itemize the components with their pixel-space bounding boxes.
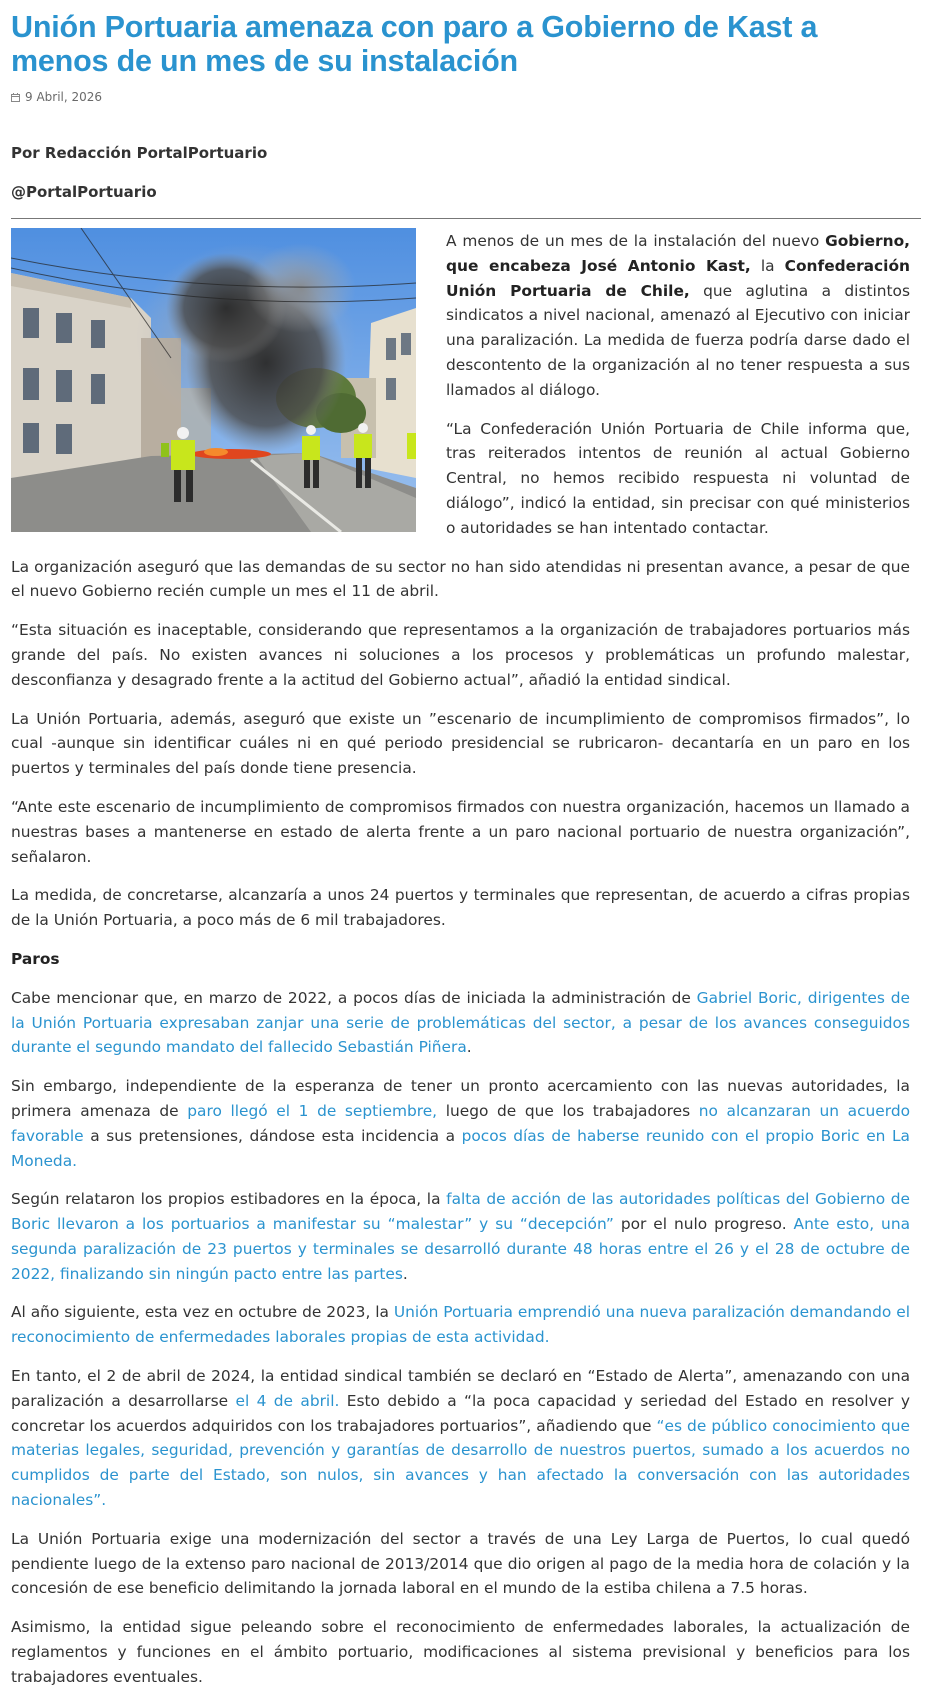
public-knowledge-quote-link[interactable]: “es de público conocimiento que materias legales, seguridad, prevención y garantías de desarrollo de nuestros puertos, sumado a los acuerdos no cumplidos de parte del Estado, son nulos, sin avances y han afectado la conversación con las autoridades nacionales”. <box>11 1416 911 1510</box>
paragraph-13: La Unión Portuaria exige una modernización del sector a través de una Ley Larga de Puertos, lo cual quedó pendiente luego de la extenso paro nacional de 2013/2014 que dio origen al pago de la media hora de colación y la concesión de ese beneficio delimitando la jornada laboral en el mundo de la estiba chilena a 7.5 horas. <box>11 1529 910 1598</box>
article-body <box>11 219 910 1690</box>
paragraph-10: Según relataron los propios estibadores en la época, la falta de acción de las autoridades políticas del Gobierno de Boric llevaron a los portuarios a manifestar su “malestar” y su “decepción” por el nulo progreso. Ante esto, una segunda paralización de 23 puertos y terminales se desarrolló durante 48 horas entre el 26 y el 28 de octubre de 2022, finalizando sin ningún pacto entre las partes. <box>11 1190 910 1283</box>
moneda-meeting-link[interactable]: pocos días de haberse reunido con el propio Boric en La Moneda. <box>11 1126 910 1170</box>
april-4-link[interactable]: el 4 de abril. <box>235 1391 340 1410</box>
calendar-icon <box>11 93 20 102</box>
paragraph-5: La Unión Portuaria, además, aseguró que existe un ”escenario de incumplimiento de compromisos firmados”, lo cual -aunque sin identificar cuáles ni en qué periodo presidencial se rubricaron- decantaría en un paro en los puertos y terminales del país donde tiene presencia. <box>11 709 910 778</box>
paragraph-9: Sin embargo, independiente de la esperanza de tener un pronto acercamiento con las nuevas autoridades, la primera amenaza de paro llegó el 1 de septiembre, luego de que los trabajadores no alcanzaran un acuerdo favorable a sus pretensiones, dándose esta incidencia a pocos días de haberse reunido con el propio Boric en La Moneda. <box>11 1077 911 1170</box>
paragraph-3: La organización aseguró que las demandas de su sector no han sido atendidas ni presentan avance, a pesar de que el nuevo Gobierno recién cumple un mes el 11 de abril. <box>11 557 910 601</box>
boric-union-link[interactable]: Gabriel Boric, dirigentes de la Unión Portuaria expresaban zanjar una serie de problemáticas del sector, a pesar de los avances conseguidos durante el segundo mandato del fallecido Sebastián Piñera <box>11 988 910 1057</box>
new-strike-2023-link[interactable]: Unión Portuaria emprendió una nueva paralización demandando el reconocimiento de enfermedades laborales propias de esta actividad. <box>11 1303 910 1347</box>
no-agreement-link[interactable]: no alcanzaran un acuerdo favorable <box>11 1101 911 1145</box>
lack-of-action-link[interactable]: falta de acción de las autoridades políticas del Gobierno de Boric llevaron a los portuarios a manifestar su “malestar” y su “decepción” <box>11 1190 910 1234</box>
date-text: 9 Abril, 2026 <box>25 90 103 104</box>
second-strike-link[interactable]: Ante esto, una segunda paralización de 23 puertos y terminales se desarrolló durante 48 horas entre el 26 y el 28 de octubre de 2022, finalizando sin ningún pacto entre las partes <box>11 1215 910 1283</box>
paragraph-6: “Ante este escenario de incumplimiento de compromisos firmados con nuestra organización, hacemos un llamado a nuestras bases a mantenerse en estado de alerta frente a un paro nacional portuario de nuestra organización”, señalaron. <box>11 797 910 866</box>
author-byline: Por Redacción PortalPortuario <box>11 144 268 162</box>
paragraph-14: Asimismo, la entidad sigue peleando sobre el reconocimiento de enfermedades laborales, la actualización de reglamentos y funciones en el ámbito portuario, modificaciones al sistema previsional y beneficios para los trabajadores eventuales. <box>11 1618 910 1686</box>
paragraph-8: Cabe mencionar que, en marzo de 2022, a pocos días de iniciada la administración de Gabriel Boric, dirigentes de la Unión Portuaria expresaban zanjar una serie de problemáticas del sector, a pesar de los avances conseguidos durante el segundo mandato del fallecido Sebastián Piñera. <box>11 988 910 1057</box>
author-handle: @PortalPortuario <box>11 183 157 201</box>
article-photo <box>11 228 416 532</box>
paragraph-12: En tanto, el 2 de abril de 2024, la entidad sindical también se declaró en “Estado de Alerta”, amenazando con una paralización a desarrollarse el 4 de abril. Esto debido a “la poca capacidad y seriedad del Estado en resolver y concretar los acuerdos adquiridos con los trabajadores portuarios”, añadiendo que “es de público conocimiento que materias legales, seguridad, prevención y garantías de desarrollo de nuestros puertos, sumado a los acuerdos no cumplidos de parte del Estado, son nulos, sin avances y han afectado la conversación con las autoridades nacionales”. <box>11 1367 911 1510</box>
paragraph-1: A menos de un mes de la instalación del nuevo Gobierno, que encabeza José Antonio Kast, la Confederación Unión Portuaria de Chile, que aglutina a distintos sindicatos a nivel nacional, amenazó al Ejecutivo con iniciar una paralización. La medida de fuerza podría darse dado el descontento de la organización al no tener respuesta a sus llamados al diálogo. <box>446 232 910 399</box>
paragraph-4: “Esta situación es inaceptable, considerando que representamos a la organización de trabajadores portuarios más grande del país. No existen avances ni soluciones a los procesos y problemáticas un profundo malestar, desconfianza y desagrado frente a la actitud del Gobierno actual”, añadió la entidad sindical. <box>11 621 910 689</box>
port-workers-protest-image <box>11 228 416 532</box>
paragraph-7: La medida, de concretarse, alcanzaría a unos 24 puertos y terminales que representan, de acuerdo a cifras propias de la Unión Portuaria, a poco más de 6 mil trabajadores. <box>11 886 910 930</box>
article-title: Unión Portuaria amenaza con paro a Gobierno de Kast a menos de un mes de su instalación <box>11 10 818 78</box>
strike-september-link[interactable]: paro llegó el 1 de septiembre, <box>187 1101 438 1120</box>
paragraph-11: Al año siguiente, esta vez en octubre de 2023, la Unión Portuaria emprendió una nueva paralización demandando el reconocimiento de enfermedades laborales propias de esta actividad. <box>11 1303 910 1347</box>
section-heading: Paros <box>11 949 60 968</box>
article-date <box>11 90 910 104</box>
paragraph-2: “La Confederación Unión Portuaria de Chile informa que, tras reiterados intentos de reunión al actual Gobierno Central, no hemos recibido respuesta ni voluntad de diálogo”, indicó la entidad, sin precisar con qué ministerios o autoridades se han intentado contactar. <box>446 419 910 537</box>
